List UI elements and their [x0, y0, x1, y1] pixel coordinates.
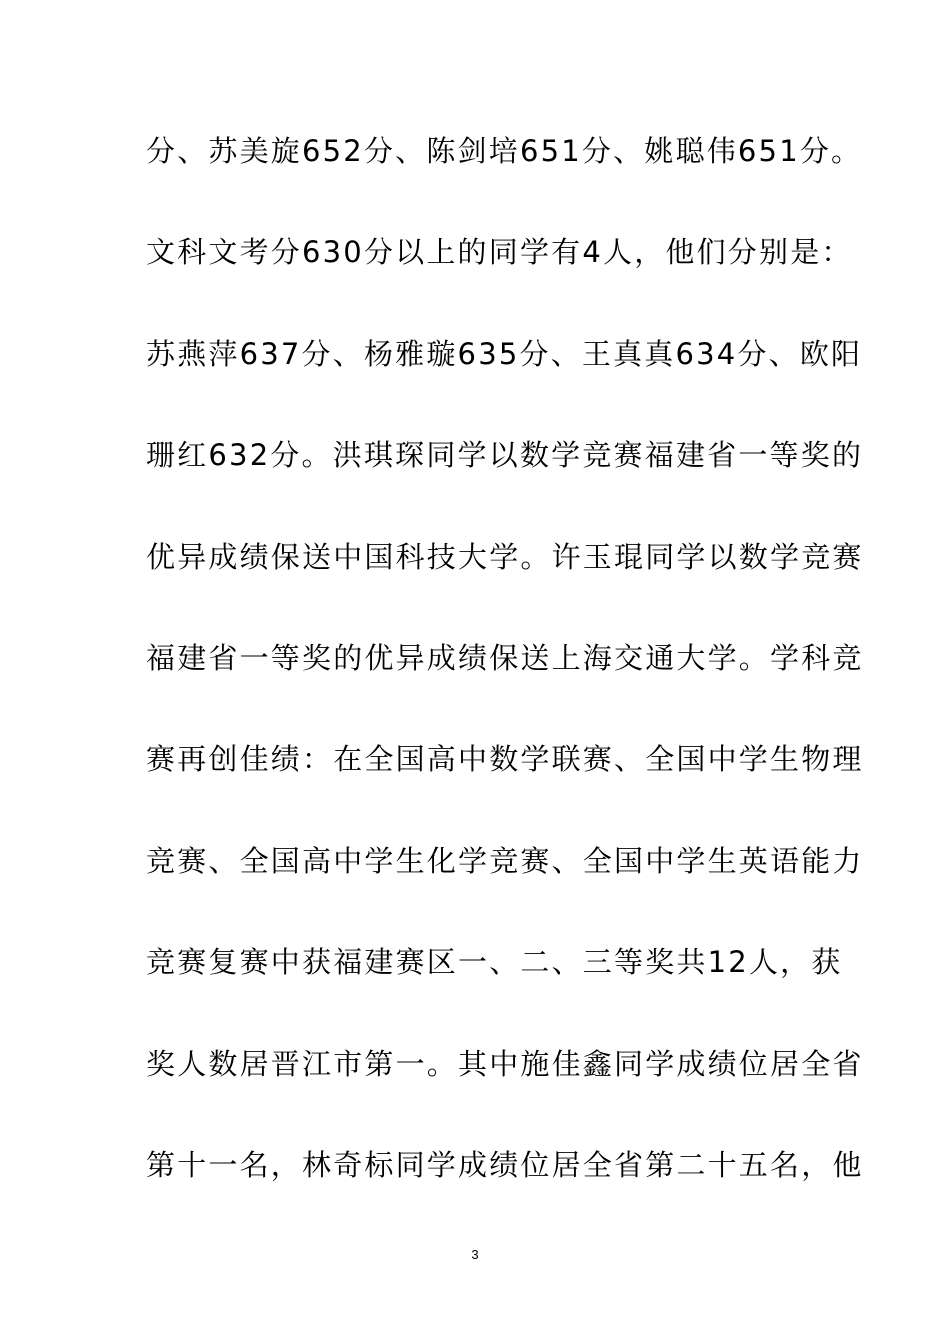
text-line: 苏燕萍637分、杨雅璇635分、王真真634分、欧阳	[146, 336, 863, 371]
text-line: 赛再创佳绩：在全国高中数学联赛、全国中学生物理	[146, 742, 864, 777]
text-line: 优异成绩保送中国科技大学。许玉琨同学以数学竞赛	[146, 539, 864, 574]
body-text	[146, 122, 864, 1237]
page-number: 3	[471, 1247, 479, 1262]
text-line: 福建省一等奖的优异成绩保送上海交通大学。学科竞	[146, 640, 864, 675]
text-line: 分、苏美旋652分、陈剑培651分、姚聪伟651分。	[146, 134, 863, 168]
text-line: 文科文考分630分以上的同学有4人，他们分别是：	[146, 235, 853, 270]
text-line: 珊红632分。洪琪琛同学以数学竞赛福建省一等奖的	[146, 438, 864, 473]
text-line: 第十一名，林奇标同学成绩位居全省第二十五名，他	[146, 1147, 864, 1182]
text-line: 竞赛、全国高中学生化学竞赛、全国中学生英语能力	[146, 843, 864, 878]
text-line: 竞赛复赛中获福建赛区一、二、三等奖共12人，获	[146, 945, 843, 980]
text-line: 奖人数居晋江市第一。其中施佳鑫同学成绩位居全省	[146, 1046, 864, 1081]
